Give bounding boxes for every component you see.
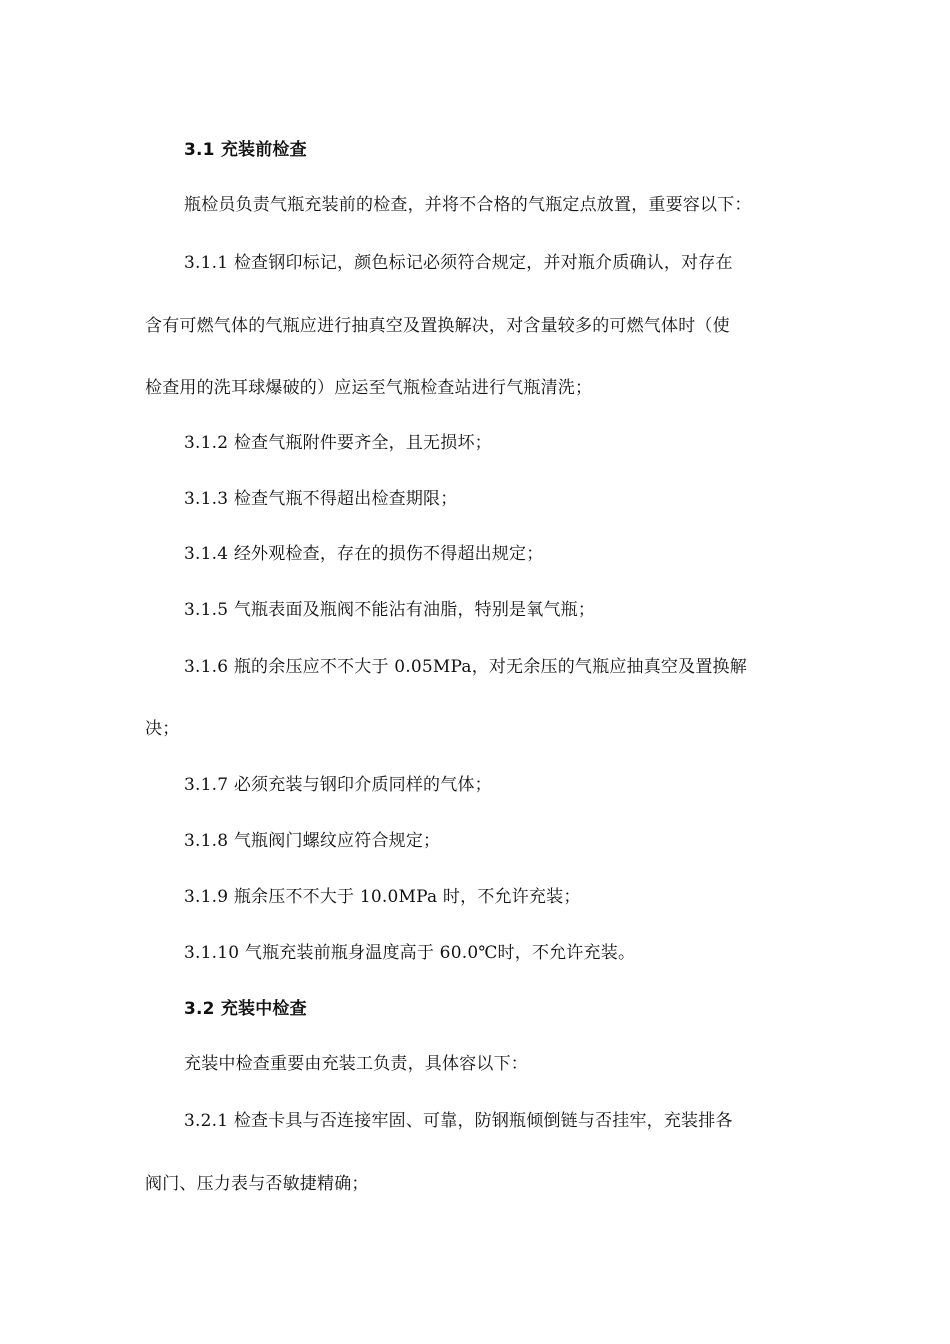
paragraph-3-1-5: 3.1.5 气瓶表面及瓶阀不能沾有油脂，特别是氧气瓶； — [184, 600, 596, 620]
paragraph-3-1-6-line-2: 决； — [145, 719, 180, 739]
paragraph-3-1-2: 3.1.2 检查气瓶附件要齐全，且无损坏； — [184, 433, 492, 453]
paragraph-3-1-7: 3.1.7 必须充装与钢印介质同样的气体； — [184, 775, 492, 795]
paragraph-3-1-1-line-3: 检查用的洗耳球爆破的）应运至气瓶检查站进行气瓶清洗； — [145, 378, 593, 398]
paragraph-3-1-1-line-1: 3.1.1 检查钢印标记，颜色标记必须符合规定，并对瓶介质确认，对存在 — [184, 253, 733, 273]
paragraph-3-1-4: 3.1.4 经外观检查，存在的损伤不得超出规定； — [184, 544, 544, 564]
paragraph-3-1-3: 3.1.3 检查气瓶不得超出检查期限； — [184, 489, 458, 509]
paragraph-3-2-1-line-2: 阀门、压力表与否敏捷精确； — [145, 1174, 369, 1194]
section-heading-3-1: 3.1 充装前检查 — [184, 140, 307, 160]
paragraph-3-1-6-line-1: 3.1.6 瓶的余压应不不大于 0.05MPa，对无余压的气瓶应抽真空及置换解 — [184, 657, 747, 677]
section-heading-3-2: 3.2 充装中检查 — [184, 999, 307, 1019]
paragraph-intro-3-1: 瓶检员负责气瓶充装前的检查，并将不合格的气瓶定点放置，重要容以下： — [184, 195, 752, 215]
paragraph-3-1-8: 3.1.8 气瓶阀门螺纹应符合规定； — [184, 831, 441, 851]
paragraph-3-1-9: 3.1.9 瓶余压不不大于 10.0MPa 时，不允许充装； — [184, 887, 581, 907]
paragraph-3-1-10: 3.1.10 气瓶充装前瓶身温度高于 60.0℃时，不允许充装。 — [184, 943, 636, 963]
paragraph-3-1-1-line-2: 含有可燃气体的气瓶应进行抽真空及置换解决，对含量较多的可燃气体时（使 — [145, 316, 730, 336]
paragraph-3-2-1-line-1: 3.2.1 检查卡具与否连接牢固、可靠，防钢瓶倾倒链与否挂牢，充装排各 — [184, 1111, 733, 1131]
paragraph-intro-3-2: 充装中检查重要由充装工负责，具体容以下： — [184, 1054, 528, 1074]
